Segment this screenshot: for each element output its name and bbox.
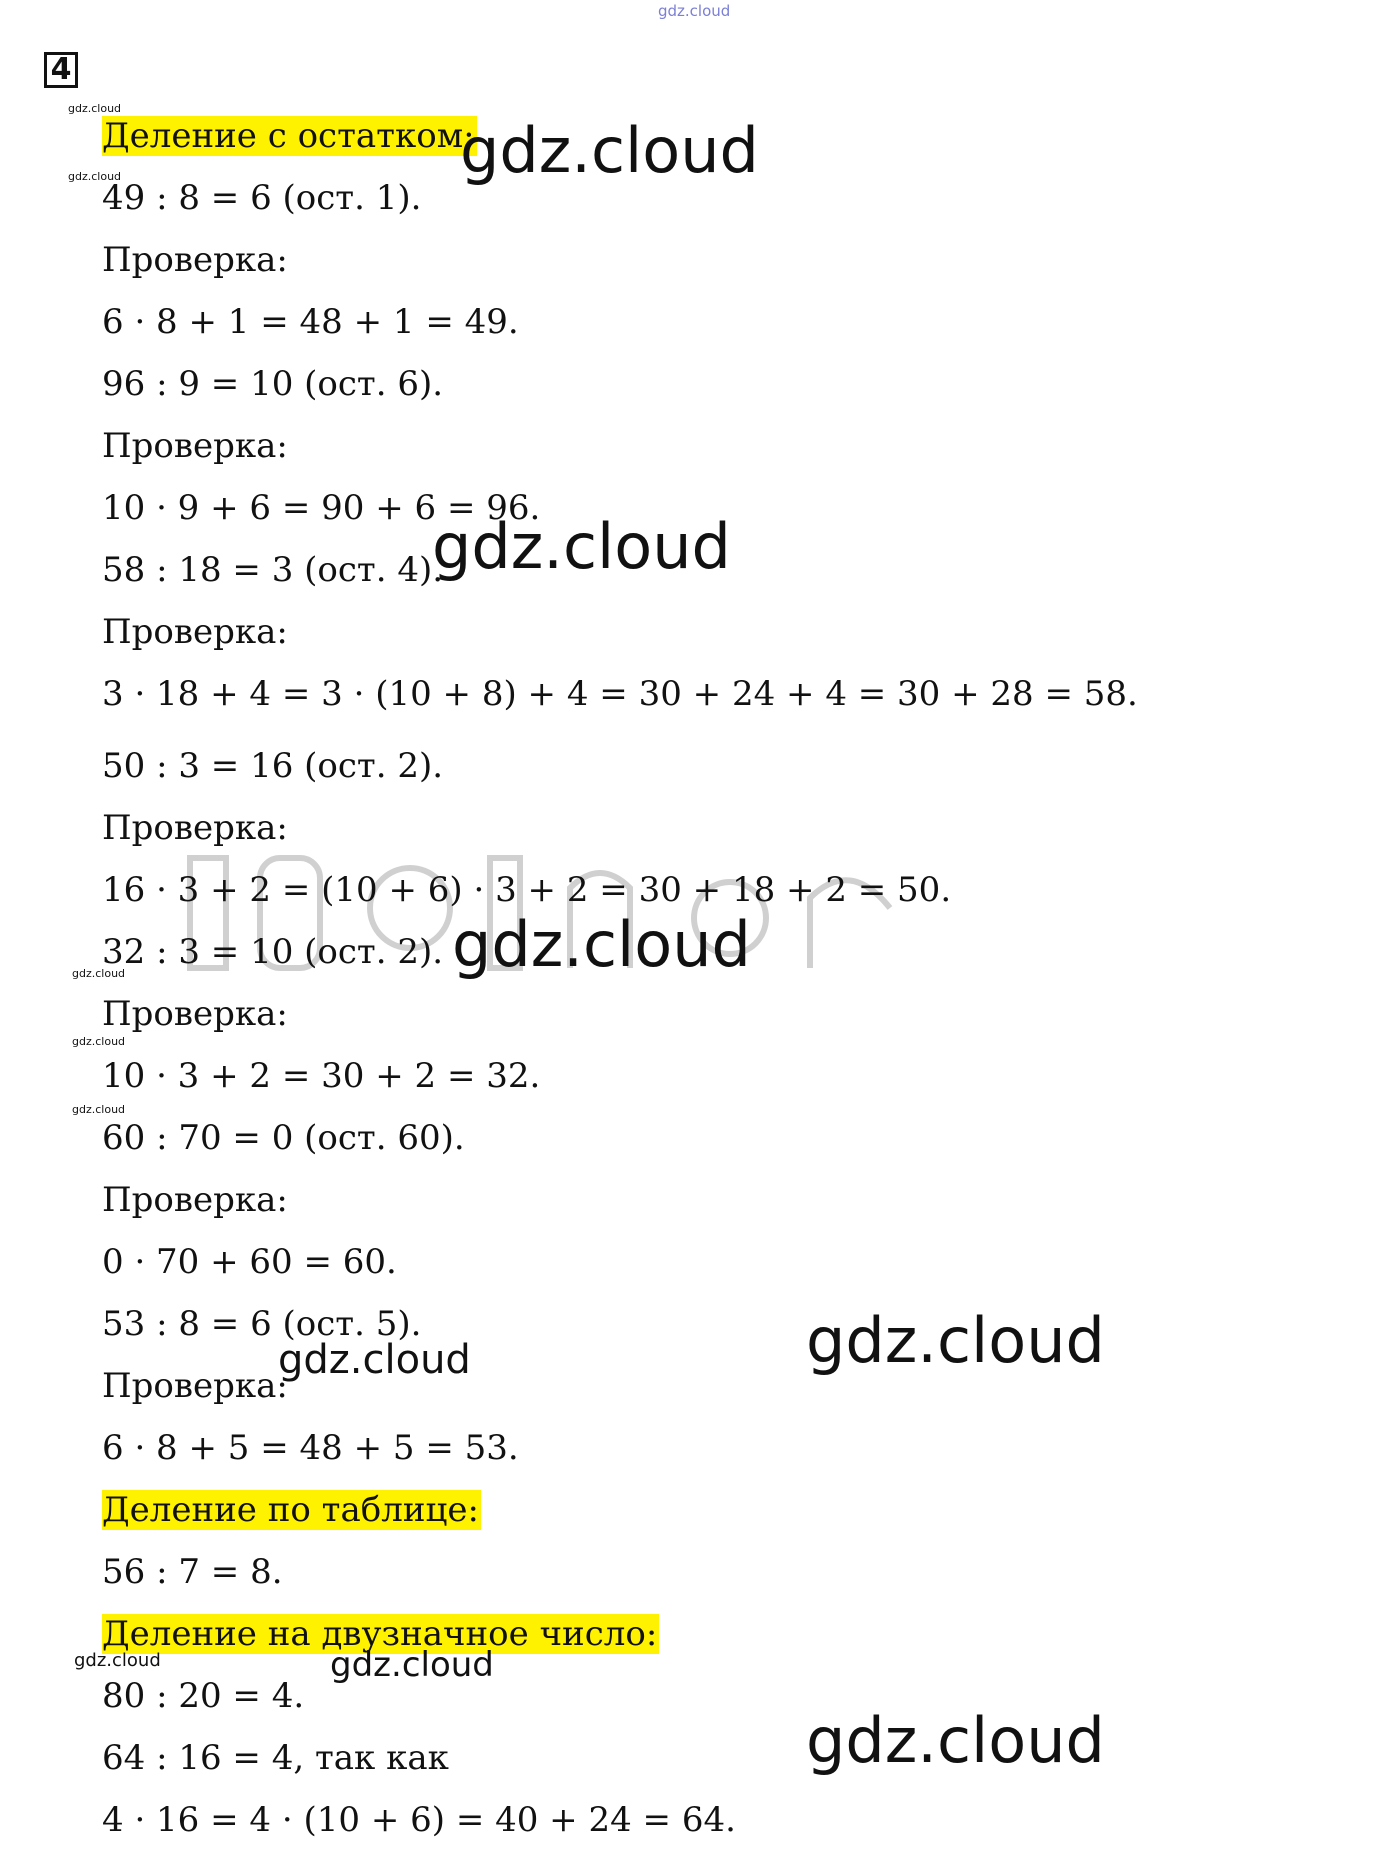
watermark: gdz.cloud: [806, 1304, 1105, 1377]
top-watermark: gdz.cloud: [658, 2, 731, 20]
equation-line: 10 · 9 + 6 = 90 + 6 = 96.: [102, 488, 541, 528]
exercise-number-badge: 4: [44, 52, 78, 88]
equation-line: 6 · 8 + 5 = 48 + 5 = 53.: [102, 1428, 519, 1468]
equation-line: 58 : 18 = 3 (ост. 4).: [102, 550, 444, 590]
watermark: gdz.cloud: [460, 114, 759, 187]
equation-line: 6 · 8 + 1 = 48 + 1 = 49.: [102, 302, 519, 342]
equation-line: 4 · 16 = 4 · (10 + 6) = 40 + 24 = 64.: [102, 1800, 736, 1840]
equation-line: 32 : 3 = 10 (ост. 2).: [102, 932, 444, 972]
watermark: gdz.cloud: [806, 1704, 1105, 1777]
check-label: Проверка:: [102, 1366, 288, 1406]
equation-line: 0 · 70 + 60 = 60.: [102, 1242, 397, 1282]
equation-line: 3 · 18 + 4 = 3 · (10 + 8) + 4 = 30 + 24 + 4 = 30 + 28 = 58.: [102, 674, 1138, 714]
watermark: gdz.cloud: [72, 1103, 126, 1116]
equation-line: 53 : 8 = 6 (ост. 5).: [102, 1304, 422, 1344]
watermark: gdz.cloud: [432, 510, 731, 583]
watermark: gdz.cloud: [74, 1650, 161, 1671]
equation-line: 49 : 8 = 6 (ост. 1).: [102, 178, 422, 218]
equation-line: 16 · 3 + 2 = (10 + 6) · 3 + 2 = 30 + 18 + 2 = 50.: [102, 870, 952, 910]
equation-line: 80 : 20 = 4.: [102, 1676, 305, 1716]
watermark: gdz.cloud: [72, 967, 126, 980]
watermark: gdz.cloud: [330, 1645, 494, 1685]
check-label: Проверка:: [102, 994, 288, 1034]
watermark: gdz.cloud: [68, 102, 122, 115]
equation-line: 96 : 9 = 10 (ост. 6).: [102, 364, 444, 404]
watermark: gdz.cloud: [278, 1337, 471, 1383]
equation-line: 50 : 3 = 16 (ост. 2).: [102, 746, 444, 786]
section-heading-remainder: Деление с остатком:: [102, 116, 475, 156]
equation-line: 56 : 7 = 8.: [102, 1552, 283, 1592]
watermark: gdz.cloud: [452, 908, 751, 981]
check-label: Проверка:: [102, 426, 288, 466]
check-label: Проверка:: [102, 612, 288, 652]
check-label: Проверка:: [102, 240, 288, 280]
check-label: Проверка:: [102, 1180, 288, 1220]
equation-line: 60 : 70 = 0 (ост. 60).: [102, 1118, 465, 1158]
equation-line: 64 : 16 = 4, так как: [102, 1738, 449, 1778]
watermark: gdz.cloud: [68, 170, 122, 183]
check-label: Проверка:: [102, 808, 288, 848]
watermark: gdz.cloud: [72, 1035, 126, 1048]
section-heading-two-digit: Деление на двузначное число:: [102, 1614, 658, 1654]
section-heading-table: Деление по таблице:: [102, 1490, 479, 1530]
equation-line: 10 · 3 + 2 = 30 + 2 = 32.: [102, 1056, 541, 1096]
